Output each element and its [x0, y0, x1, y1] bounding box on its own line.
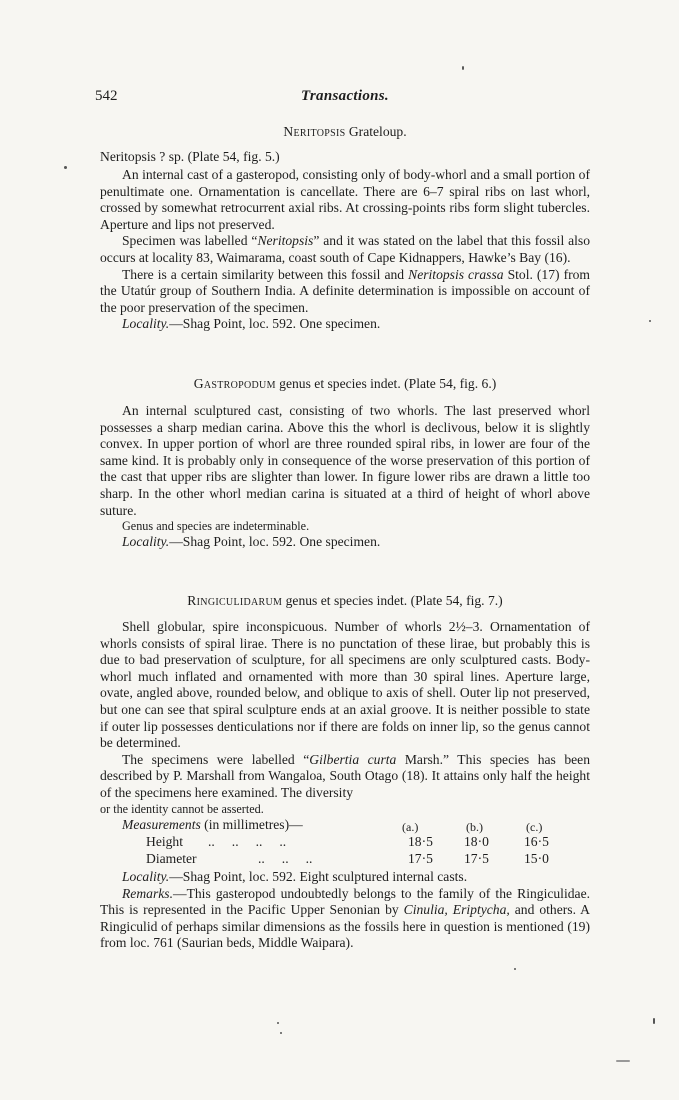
paragraph: The specimens were labelled “Gilbertia curta Marsh.” This species has been described by P. Marshall from Wangaloa, South Otago (18). It attains only half the height of the specimens here examined. The diversity — [100, 751, 590, 800]
section-ringiculidarum-body — [100, 619, 590, 952]
column-header: (a.) — [402, 820, 419, 835]
scan-speck — [280, 1032, 282, 1034]
column-header: (b.) — [466, 820, 483, 835]
species-line-neritopsis: Neritopsis ? sp. (Plate 54, fig. 5.) — [100, 149, 280, 164]
measurements-label: Measurements (in millimetres)— — [122, 817, 303, 833]
locality-line: Locality.—Shag Point, loc. 592. Eight sculptured internal casts. — [122, 869, 468, 885]
scan-speck — [514, 968, 516, 970]
running-title: Transactions. — [301, 88, 389, 104]
genus-heading-ringiculidarum: Ringiculidarum genus et species indet. (Plate 54, fig. 7.) — [187, 593, 503, 608]
scan-speck — [462, 66, 464, 70]
column-header: (c.) — [526, 820, 543, 835]
page-header — [95, 88, 595, 108]
paragraph: An internal sculptured cast, consisting of two whorls. The last preserved whorl possesses a sharp median carina. Above this the whorl is declivous, below it is slightly convex. In upper portion of whorl are three rounded spiral ribs, in lower are four of the same kind. It is probably only in consequence of the worse preservation of this portion of the cast that upper ribs are slighter than lower. In figure lower ribs are drawn a little too sharp. In the other whorl median carina is situated at a third of height of whorl above suture. — [100, 403, 590, 518]
genus-heading-neritopsis: Neritopsis Grateloup. — [283, 124, 407, 139]
note-line: Genus and species are indeterminable. — [122, 519, 310, 534]
scan-speck — [616, 1060, 630, 1062]
measurement-row-diameter: Diameter .. .. .. 17·5 17·5 15·0 — [146, 851, 549, 867]
page-number: 542 — [95, 88, 118, 104]
measurement-row-height: Height .. .. .. .. 18·5 18·0 16·5 — [146, 834, 549, 850]
scan-speck — [653, 1018, 655, 1024]
genus-heading-gastropodum: Gastropodum genus et species indet. (Plate 54, fig. 6.) — [193, 376, 497, 391]
paragraph: Shell globular, spire inconspicuous. Number of whorls 2½–3. Ornamentation of whorls consists of spiral lirae. There is no punctation of these lirae, but probably this is due to bad preservation of sculpture, for all specimens are only sculptured casts. Body-whorl much inflated and ornamented with more than 30 spiral lines. Aperture large, ovate, angled above, rounded below, and oblique to axis of shell. Outer lip not preserved, but one can see that spiral sculpture ends at an axial groove. It is neither possible to state if outer lip possesses denticulations nor if there are folds on inner lip, so the genus cannot be determined. — [100, 619, 590, 751]
paragraph: An internal cast of a gasteropod, consisting only of body-whorl and a small portion of penultimate one. Ornamentation is cancellate. There are 6–7 spiral ribs on last whorl, crossed by somewhat retrocurrent axial ribs. At crossing-points ribs form slight tubercles. Aperture and lips not preserved. — [100, 167, 590, 232]
remarks-paragraph: Remarks.—This gasteropod undoubtedly belongs to the family of the Ringiculidae. This is represented in the Pacific Upper Senonian by Cinulia, Eriptycha, and others. A Ringiculid of perhaps similar dimensions as the fossils here in question is mentioned (19) from loc. 761 (Saurian beds, Middle Waipara). — [100, 885, 591, 951]
note-line: or the identity cannot be asserted. — [100, 801, 264, 816]
section-neritopsis-body — [100, 167, 590, 333]
locality-line: Locality.—Shag Point, loc. 592. One specimen. — [122, 533, 381, 549]
section-gastropodum-body — [100, 403, 590, 550]
measurements-block — [100, 817, 590, 869]
scan-speck — [64, 166, 67, 169]
paragraph: Specimen was labelled “Neritopsis” and it was stated on the label that this fossil also occurs at locality 83, Waimarama, coast south of Cape Kidnappers, Hawke’s Bay (16). — [100, 233, 591, 265]
paragraph: There is a certain similarity between this fossil and Neritopsis crassa Stol. (17) from the Utatúr group of Southern India. A definite determination is impossible on account of the poor preservation of the specimen. — [100, 266, 591, 315]
scan-speck — [277, 1022, 279, 1024]
locality-line: Locality.—Shag Point, loc. 592. One specimen. — [122, 316, 381, 332]
scan-speck — [649, 320, 651, 322]
